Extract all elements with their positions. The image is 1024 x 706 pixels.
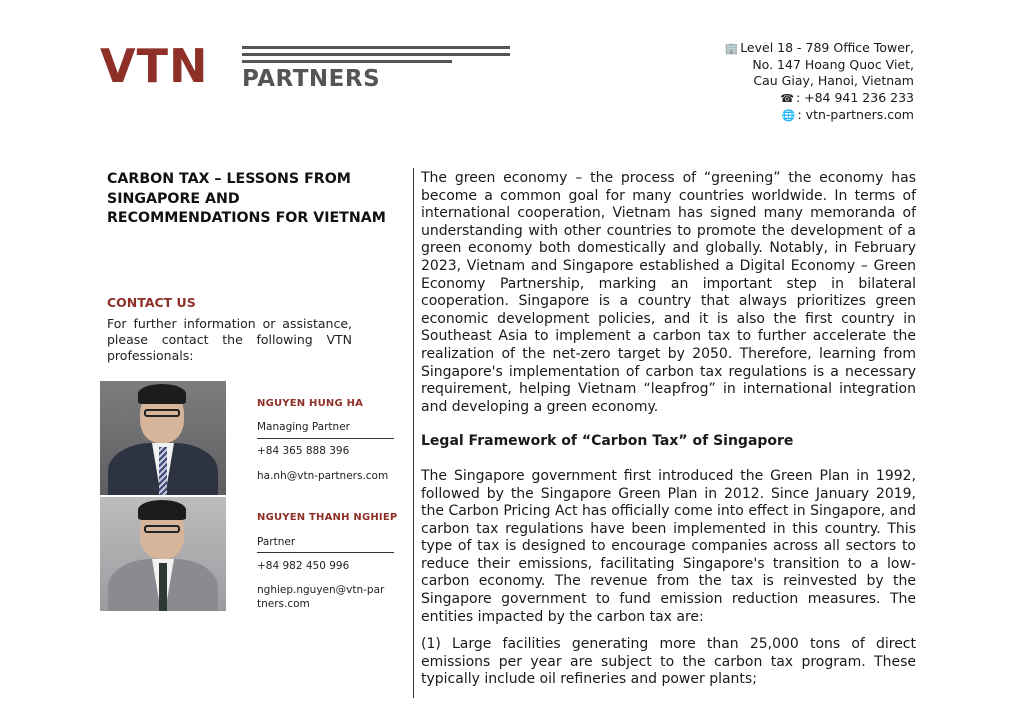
address-line-1: 🏢 Level 18 - 789 Office Tower, bbox=[724, 40, 914, 57]
logo bbox=[100, 39, 412, 93]
contact-us-heading: CONTACT US bbox=[107, 295, 196, 310]
role-divider bbox=[257, 552, 394, 553]
role-divider bbox=[257, 438, 394, 439]
sidebar-title: CARBON TAX – LESSONS FROM SINGAPORE AND RECOMMENDATIONS FOR VIETNAM bbox=[107, 171, 386, 226]
person-role: Partner bbox=[257, 536, 296, 548]
globe-icon: 🌐 bbox=[781, 108, 796, 122]
contact-description: For further information or assistance, please contact the following VTN professionals: bbox=[107, 316, 352, 363]
website-line[interactable]: 🌐 : vtn-partners.com bbox=[724, 107, 914, 124]
article-intro: The green economy – the process of “greening” the economy has become a common goal for many countries worldwide. In terms of international cooperation, Vietnam has signed many memoranda of understanding with other countries to promote the development of a green economy both domestically and globally. Notably, in February 2023, Vietnam and Singapore established a Digital Economy – Green Economy Partnership, marking an important step in bilateral cooperation. Singapore is a country that always prioritizes green economic development policies, and it is also the first country in Southeast Asia to implement a carbon tax to further accelerate the realization of the net-zero target by 2050. Therefore, learning from Singapore's implementation of carbon tax regulations is a necessary requirement, helping Vietnam “leapfrog” in international integration and developing a green economy. bbox=[421, 170, 916, 415]
phone-line: ☎ : +84 941 236 233 bbox=[724, 90, 914, 107]
person-email[interactable]: nghiep.nguyen@vtn-partners.com bbox=[257, 584, 385, 610]
column-divider bbox=[413, 168, 414, 698]
phone-icon: ☎ bbox=[780, 91, 794, 105]
logo-rule-middle bbox=[242, 53, 510, 56]
article-list-item: (1) Large facilities generating more than 25,000 tons of direct emissions per year are subject to the carbon tax program. These typically include oil refineries and power plants; bbox=[421, 636, 916, 688]
person-phone[interactable]: +84 982 450 996 bbox=[257, 560, 350, 572]
person-email[interactable]: ha.nh@vtn-partners.com bbox=[257, 470, 389, 482]
logo-vtn: VTN bbox=[100, 39, 209, 93]
person-phone[interactable]: +84 365 888 396 bbox=[257, 445, 350, 457]
header-contact bbox=[724, 40, 914, 124]
article-paragraph: The Singapore government first introduced the Green Plan in 1992, followed by the Singapore Green Plan in 2012. Since January 2019, the Carbon Pricing Act has officially come into effect in Singapore, and carbon tax regulations have been implemented in this country. This type of tax is designed to encourage companies across all sectors to reduce their emissions, facilitating Singapore's transition to a low-carbon economy. The revenue from the tax is reinvested by the Singapore government to fund emission reduction measures. The entities impacted by the carbon tax are: bbox=[421, 467, 916, 625]
section-heading: Legal Framework of “Carbon Tax” of Singapore bbox=[421, 433, 794, 450]
avatar-nguyen-hung-ha bbox=[100, 381, 226, 495]
address-line-3: Cau Giay, Hanoi, Vietnam bbox=[753, 73, 914, 89]
person-name: NGUYEN THANH NGHIEP bbox=[257, 512, 398, 523]
person-name: NGUYEN HUNG HA bbox=[257, 398, 364, 409]
person-role: Managing Partner bbox=[257, 421, 350, 433]
address-line-2: No. 147 Hoang Quoc Viet, bbox=[752, 57, 914, 73]
article-body bbox=[421, 170, 916, 689]
avatar-nguyen-thanh-nghiep bbox=[100, 497, 226, 611]
building-icon: 🏢 bbox=[724, 42, 739, 55]
logo-rule-bottom bbox=[242, 60, 452, 63]
logo-partners: PARTNERS bbox=[242, 66, 381, 92]
logo-rule-top bbox=[242, 46, 510, 49]
